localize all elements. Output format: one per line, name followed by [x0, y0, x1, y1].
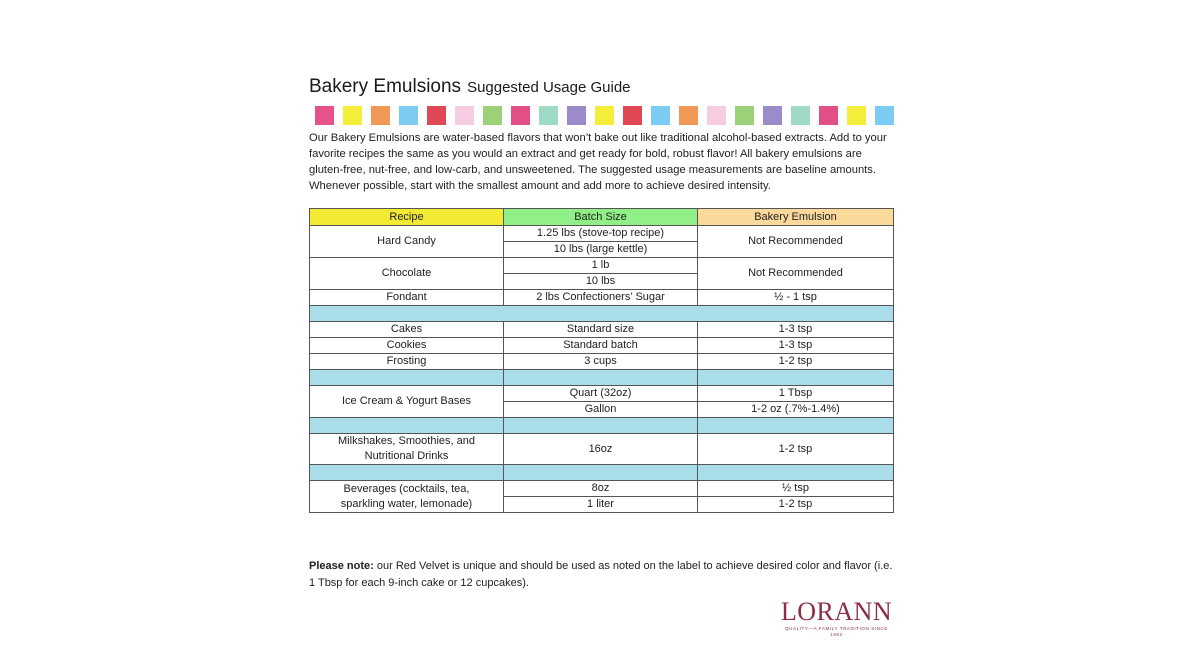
spacer-cell	[310, 418, 504, 434]
spacer-cell	[698, 418, 894, 434]
batch-cell: Quart (32oz)	[504, 386, 698, 402]
recipe-cell: Hard Candy	[310, 226, 504, 258]
intro-paragraph: Our Bakery Emulsions are water-based flavors that won’t bake out like traditional alcohol-based extracts. Add to your favorite recipes the same as you would an extract and get ready for bold, robust flavor! All bakery emulsions are gluten-free, nut-free, and low-carb, and unsweetened. The suggested usage measurements are baseline amounts. Whenever possible, start with the smallest amount and add more to achieve desired intensity.	[309, 132, 887, 192]
title-sub: Suggested Usage Guide	[467, 79, 631, 96]
color-swatch	[455, 106, 474, 125]
color-swatch-strip	[315, 106, 894, 125]
title-main: Bakery Emulsions	[309, 76, 462, 97]
batch-cell: 1.25 lbs (stove-top recipe)	[504, 226, 698, 242]
color-swatch	[707, 106, 726, 125]
emulsion-cell: ½ - 1 tsp	[698, 290, 894, 306]
color-swatch	[315, 106, 334, 125]
spacer-cell	[504, 418, 698, 434]
header-recipe: Recipe	[310, 209, 504, 226]
color-swatch	[343, 106, 362, 125]
batch-cell: Standard batch	[504, 338, 698, 354]
color-swatch	[679, 106, 698, 125]
spacer-cell	[698, 370, 894, 386]
spacer-row	[310, 370, 894, 386]
emulsion-cell: Not Recommended	[698, 258, 894, 290]
batch-cell: 1 liter	[504, 497, 698, 513]
table-row	[310, 290, 894, 306]
recipe-line: Nutritional Drinks	[364, 450, 449, 462]
table-row	[310, 338, 894, 354]
table-row	[310, 481, 894, 497]
page-title	[309, 76, 631, 98]
spacer-cell	[310, 306, 894, 322]
emulsion-cell: Not Recommended	[698, 226, 894, 258]
header-batch-size: Batch Size	[504, 209, 698, 226]
color-swatch	[539, 106, 558, 125]
emulsion-cell: 1-2 tsp	[698, 354, 894, 370]
logo-wordmark: LORANN	[780, 597, 893, 626]
note-label: Please note:	[309, 560, 374, 572]
batch-cell: 16oz	[504, 434, 698, 465]
color-swatch	[567, 106, 586, 125]
batch-cell: 8oz	[504, 481, 698, 497]
recipe-line: Beverages (cocktails, tea,	[343, 482, 470, 495]
recipe-cell: Fondant	[310, 290, 504, 306]
batch-cell: 10 lbs	[504, 274, 698, 290]
batch-cell: Gallon	[504, 402, 698, 418]
recipe-cell: Cakes	[310, 322, 504, 338]
table-row	[310, 354, 894, 370]
recipe-cell: Ice Cream & Yogurt Bases	[310, 386, 504, 418]
color-swatch	[651, 106, 670, 125]
spacer-cell	[310, 370, 504, 386]
table-row	[310, 322, 894, 338]
batch-cell: 2 lbs Confectioners’ Sugar	[504, 290, 698, 306]
red-velvet-note	[309, 558, 893, 592]
color-swatch	[427, 106, 446, 125]
emulsion-cell: 1-2 tsp	[698, 434, 894, 465]
color-swatch	[595, 106, 614, 125]
usage-table	[309, 208, 894, 513]
color-swatch	[875, 106, 894, 125]
spacer-row	[310, 465, 894, 481]
lorann-logo	[779, 598, 894, 638]
table-row	[310, 386, 894, 402]
batch-cell: 1 lb	[504, 258, 698, 274]
recipe-cell: Cookies	[310, 338, 504, 354]
spacer-row	[310, 306, 894, 322]
color-swatch	[763, 106, 782, 125]
recipe-cell: Chocolate	[310, 258, 504, 290]
color-swatch	[735, 106, 754, 125]
recipe-cell	[310, 434, 504, 465]
recipe-cell	[310, 481, 504, 513]
color-swatch	[623, 106, 642, 125]
color-swatch	[819, 106, 838, 125]
color-swatch	[511, 106, 530, 125]
color-swatch	[791, 106, 810, 125]
recipe-line: sparkling water, lemonade)	[340, 497, 473, 510]
table-header-row	[310, 209, 894, 226]
table-row	[310, 226, 894, 242]
table-row	[310, 434, 894, 465]
emulsion-cell: 1-2 tsp	[698, 497, 894, 513]
spacer-cell	[504, 370, 698, 386]
header-bakery-emulsion: Bakery Emulsion	[698, 209, 894, 226]
spacer-cell	[310, 465, 504, 481]
color-swatch	[483, 106, 502, 125]
note-text: our Red Velvet is unique and should be used as noted on the label to achieve desired color and flavor (i.e. 1 Tbsp for each 9-inch cake or 12 cupcakes).	[309, 560, 893, 589]
emulsion-cell: 1-2 oz (.7%-1.4%)	[698, 402, 894, 418]
emulsion-cell: 1-3 tsp	[698, 322, 894, 338]
emulsion-cell: ½ tsp	[698, 481, 894, 497]
emulsion-cell: 1-3 tsp	[698, 338, 894, 354]
table-row	[310, 258, 894, 274]
emulsion-cell: 1 Tbsp	[698, 386, 894, 402]
batch-cell: Standard size	[504, 322, 698, 338]
recipe-line: Milkshakes, Smoothies, and	[338, 435, 475, 447]
spacer-row	[310, 418, 894, 434]
batch-cell: 10 lbs (large kettle)	[504, 242, 698, 258]
color-swatch	[847, 106, 866, 125]
logo-tagline: QUALITY—A FAMILY TRADITION SINCE 1962	[785, 626, 888, 637]
recipe-cell: Frosting	[310, 354, 504, 370]
batch-cell: 3 cups	[504, 354, 698, 370]
color-swatch	[399, 106, 418, 125]
color-swatch	[371, 106, 390, 125]
spacer-cell	[504, 465, 698, 481]
spacer-cell	[698, 465, 894, 481]
